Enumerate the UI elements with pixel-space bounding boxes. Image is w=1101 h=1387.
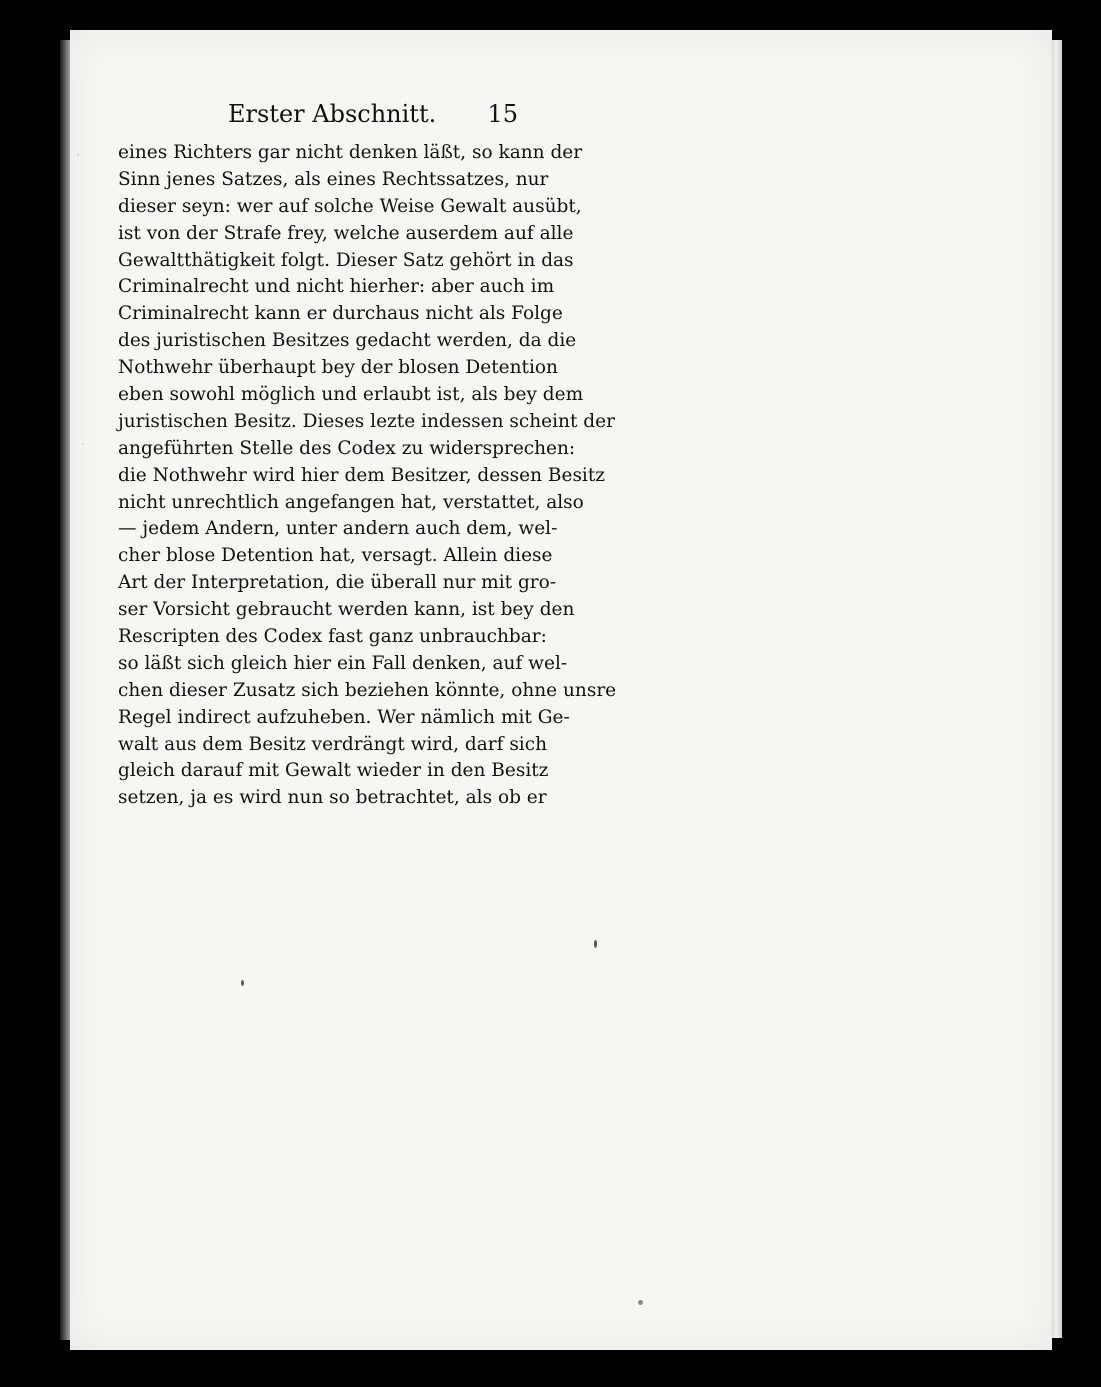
ink-speck (594, 940, 597, 948)
text-line: Regel indirect aufzuheben. Wer nämlich mit Ge- (118, 706, 570, 728)
text-line: — jedem Andern, unter andern auch dem, wel- (118, 518, 558, 540)
show-through-mark: , (76, 140, 82, 159)
text-line: eines Richters gar nicht denken läßt, so kann der (118, 142, 583, 163)
text-line: ser Vorsicht gebraucht werden kann, ist bey den (118, 599, 575, 621)
text-line: Criminalrecht kann er durchaus nicht als Folge (118, 303, 563, 325)
text-line: so läßt sich gleich hier ein Fall denken, auf wel- (118, 652, 568, 674)
text-line: Criminalrecht und nicht hierher: aber auch im (118, 276, 555, 298)
page-header (228, 100, 518, 140)
text-line: dieser seyn: wer auf solche Weise Gewalt ausübt, (118, 195, 582, 217)
text-line: gleich darauf mit Gewalt wieder in den Besitz (118, 760, 549, 782)
ink-speck (241, 980, 244, 986)
text-line: cher blose Detention hat, versagt. Allein diese (118, 545, 553, 567)
text-line: Sinn jenes Satzes, als eines Rechtssatzes, nur (118, 168, 549, 190)
text-line: des juristischen Besitzes gedacht werden, da die (118, 330, 577, 352)
text-line: chen dieser Zusatz sich beziehen könnte, ohne unsre (118, 679, 617, 701)
running-head: Erster Abschnitt. (228, 100, 437, 128)
text-line: juristischen Besitz. Dieses lezte indessen scheint der (118, 410, 615, 432)
text-line: Nothwehr überhaupt bey der blosen Detention (118, 357, 558, 379)
text-line: Rescripten des Codex fast ganz unbrauchbar: (118, 626, 547, 648)
text-line: Art der Interpretation, die überall nur mit gro- (118, 572, 557, 594)
text-line: Gewaltthätigkeit folgt. Dieser Satz gehört in das (118, 249, 574, 271)
text-line: nicht unrechtlich angefangen hat, verstattet, also (118, 491, 584, 513)
text-line: walt aus dem Besitz verdrängt wird, darf sich (118, 733, 548, 755)
text-line: ist von der Strafe frey, welche auserdem auf alle (118, 222, 574, 244)
ink-speck (638, 1300, 643, 1305)
text-line: die Nothwehr wird hier dem Besitzer, dessen Besitz (118, 464, 606, 486)
page-number: 15 (487, 100, 518, 128)
body-text (118, 140, 617, 812)
show-through-mark: . (80, 430, 86, 449)
page-edge (1052, 40, 1062, 1338)
text-line: setzen, ja es wird nun so betrachtet, als ob er (118, 787, 547, 809)
text-line: eben sowohl möglich und erlaubt ist, als bey dem (118, 384, 584, 406)
text-line: angeführten Stelle des Codex zu widersprechen: (118, 437, 576, 459)
